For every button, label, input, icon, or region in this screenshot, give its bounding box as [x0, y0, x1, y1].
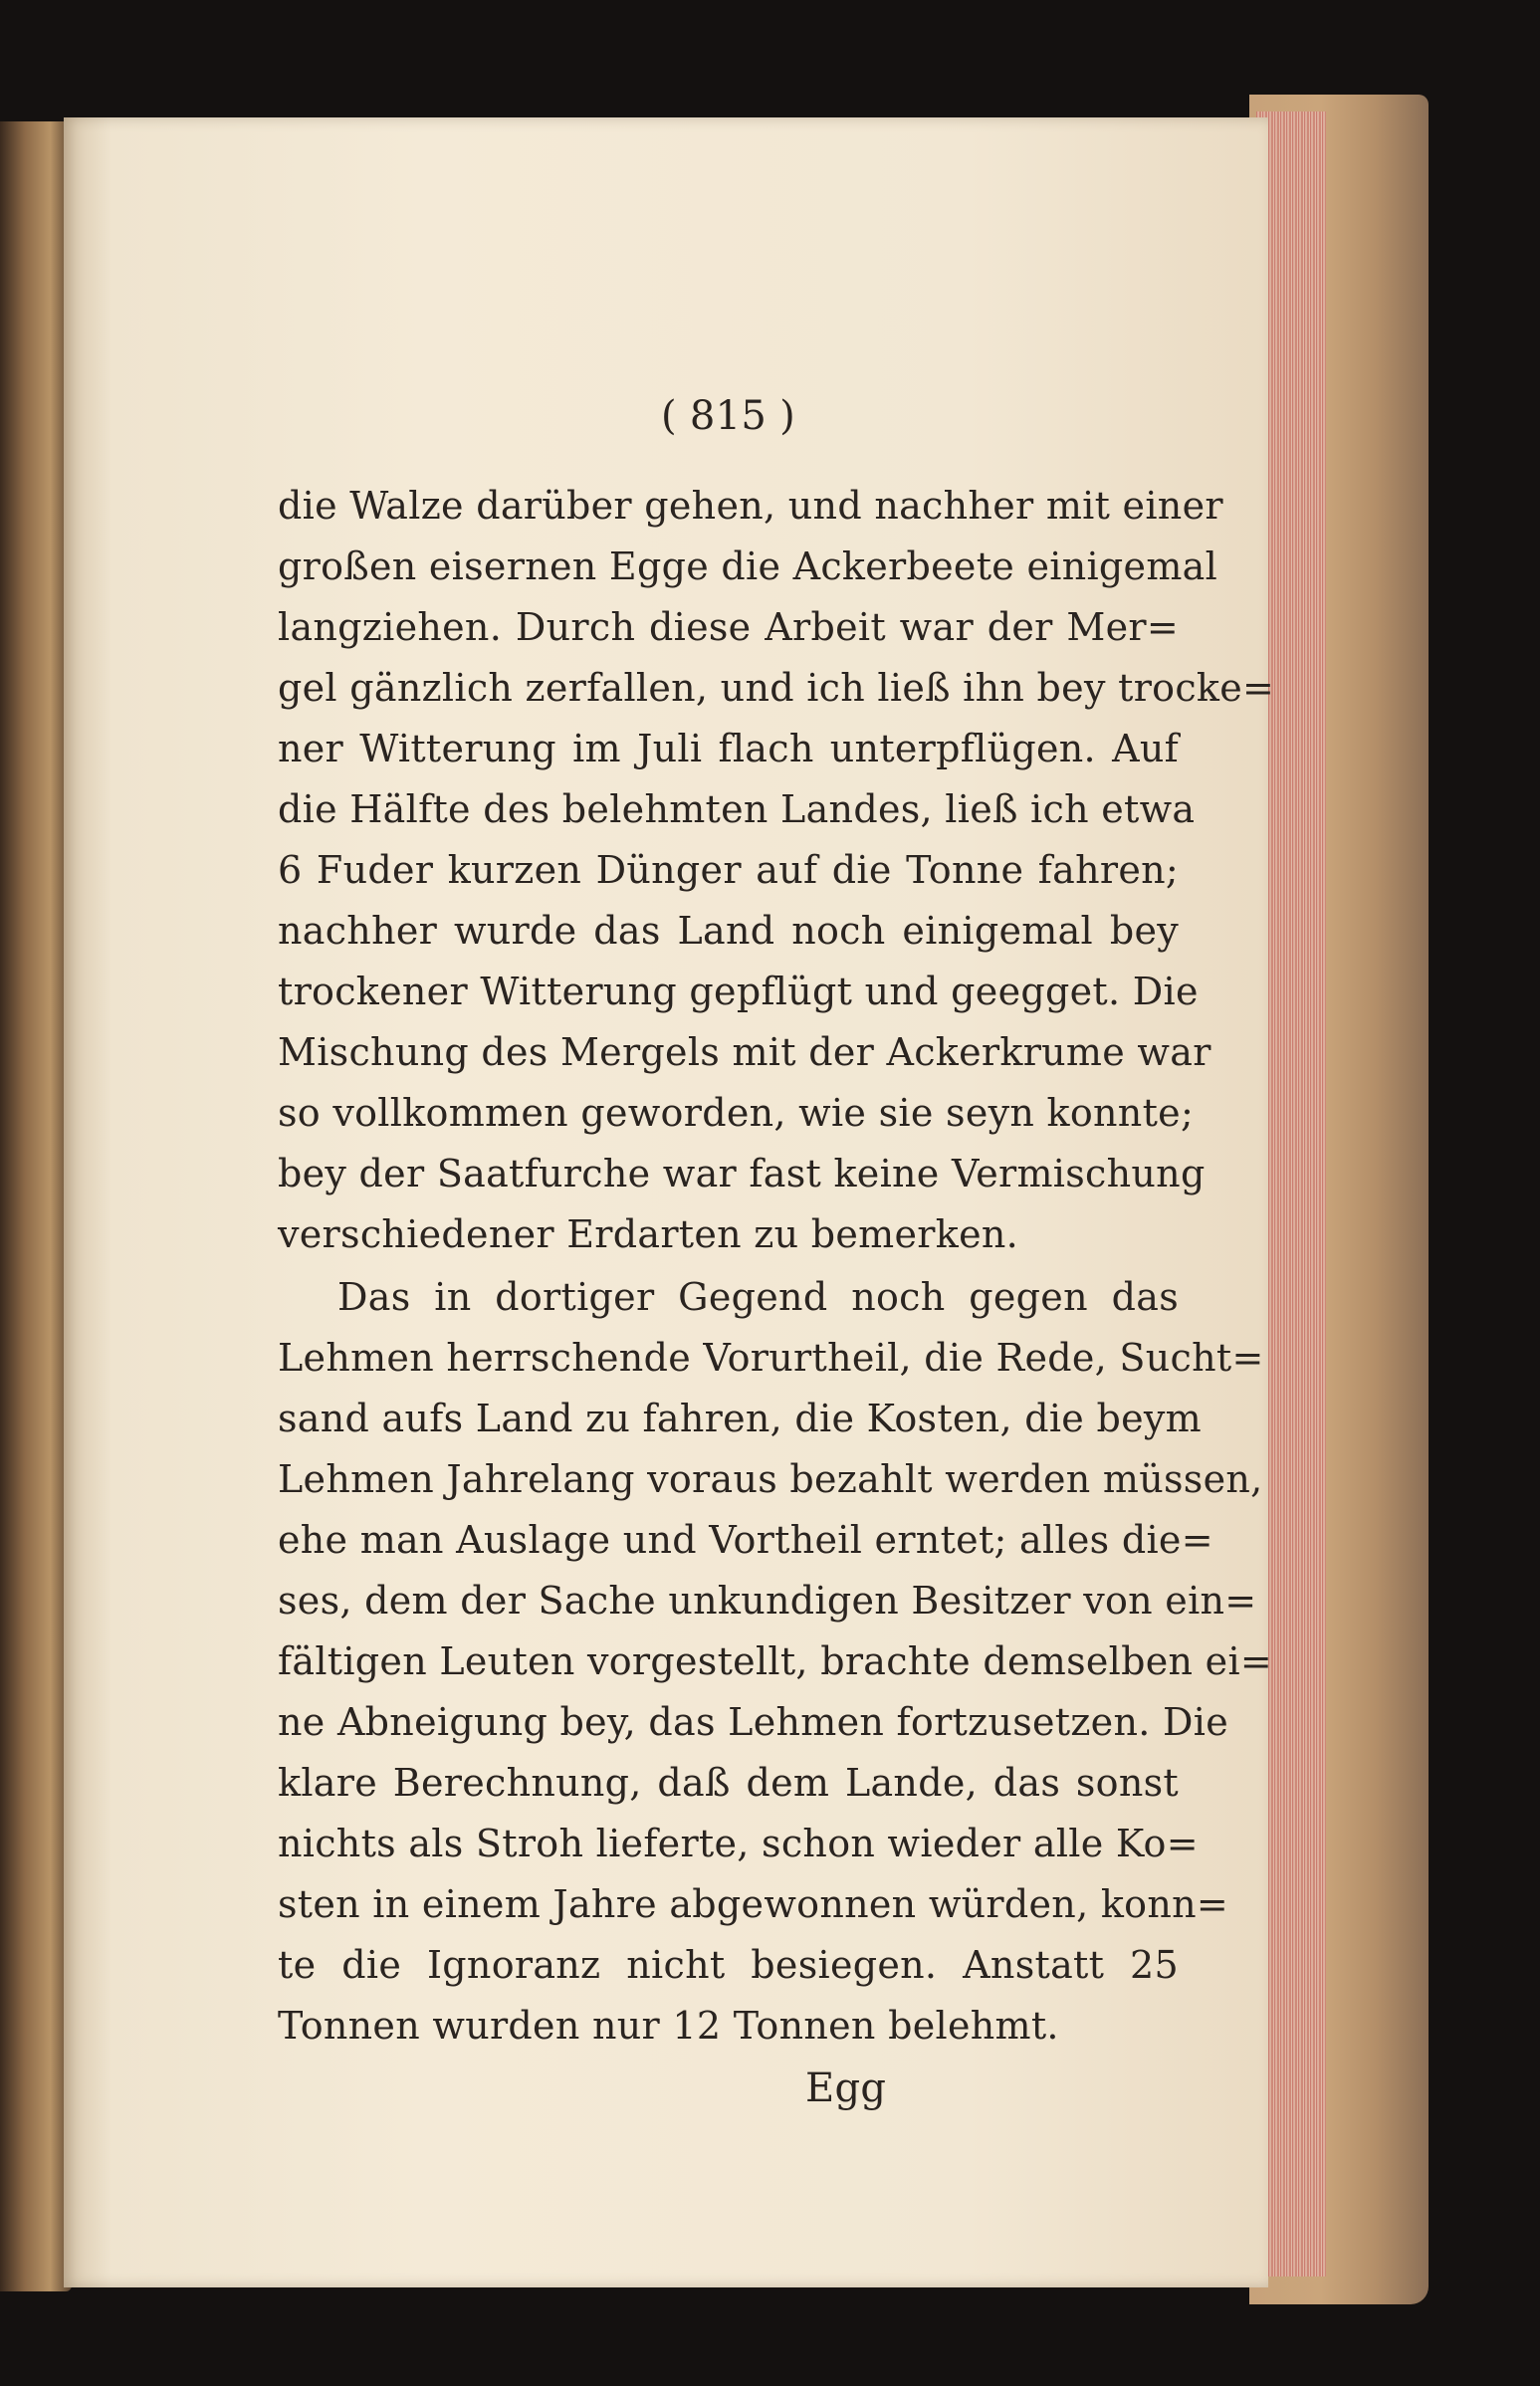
text-line: klare Berechnung, daß dem Lande, das sonst: [278, 1761, 1179, 1805]
text-line: te die Ignoranz nicht besiegen. Anstatt 25: [278, 1943, 1179, 1987]
text-line: so vollkommen geworden, wie sie seyn konnte;: [278, 1091, 1195, 1135]
text-line: sten in einem Jahre abgewonnen würden, konn=: [278, 1882, 1229, 1926]
text-line: ehe man Auslage und Vortheil erntet; alles die=: [278, 1518, 1213, 1562]
text-line: sand aufs Land zu fahren, die Kosten, die beym: [278, 1397, 1202, 1440]
text-block: [278, 386, 1275, 2111]
text-line: Mischung des Mergels mit der Ackerkrume war: [278, 1030, 1211, 1074]
previous-page-edge: [0, 121, 72, 2291]
text-line: Lehmen Jahrelang voraus bezahlt werden müssen,: [278, 1457, 1263, 1501]
text-line: großen eisernen Egge die Ackerbeete einigemal: [278, 544, 1218, 588]
text-line: nichts als Stroh lieferte, schon wieder alle Ko=: [278, 1822, 1199, 1865]
text-line: Lehmen herrschende Vorurtheil, die Rede, Sucht=: [278, 1336, 1264, 1380]
text-line: die Walze darüber gehen, und nachher mit einer: [278, 484, 1223, 528]
text-line: ne Abneigung bey, das Lehmen fortzusetzen. Die: [278, 1700, 1229, 1744]
text-line: ses, dem der Sache unkundigen Besitzer von ein=: [278, 1579, 1257, 1623]
book-page: [64, 117, 1275, 2287]
text-line: langziehen. Durch diese Arbeit war der Mer=: [278, 605, 1179, 649]
text-line: 6 Fuder kurzen Dünger auf die Tonne fahren;: [278, 848, 1179, 892]
text-line: Das in dortiger Gegend noch gegen das: [337, 1275, 1179, 1319]
page-number: ( 815 ): [660, 393, 796, 439]
text-line: verschiedener Erdarten zu bemerken.: [278, 1212, 1019, 1256]
text-line: fältigen Leuten vorgestellt, brachte demselben ei=: [278, 1639, 1273, 1683]
catchword: Egg: [805, 2065, 887, 2111]
text-line: nachher wurde das Land noch einigemal bey: [278, 909, 1179, 953]
text-line: gel gänzlich zerfallen, und ich ließ ihn bey trocke=: [278, 666, 1275, 710]
text-line: bey der Saatfurche war fast keine Vermischung: [278, 1152, 1206, 1195]
text-line: trockener Witterung gepflügt und geegget. Die: [278, 970, 1199, 1013]
text-line: die Hälfte des belehmten Landes, ließ ich etwa: [278, 787, 1196, 831]
text-line: Tonnen wurden nur 12 Tonnen belehmt.: [278, 2004, 1059, 2048]
text-line: ner Witterung im Juli flach unterpflügen. Auf: [278, 727, 1179, 770]
